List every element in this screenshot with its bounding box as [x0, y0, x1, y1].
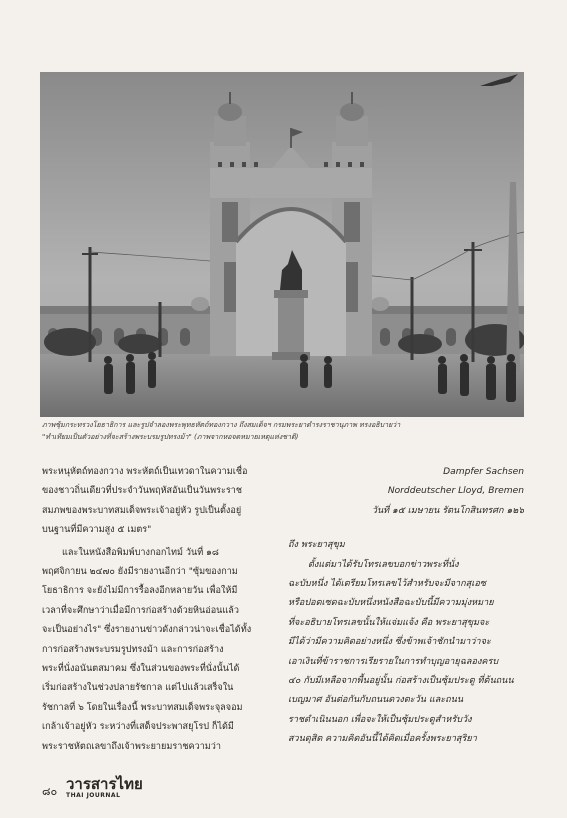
letter-header-ship: Dampfer Sachsen	[443, 467, 524, 477]
journal-logo	[66, 776, 143, 800]
journal-title-thai: วารสารไทย	[66, 775, 143, 793]
body-text-line: เกล้าเจ้าอยู่หัว ระหว่างที่เสด็จประพาสยุโรป ก็ได้มี	[42, 722, 234, 733]
arch-photo-illustration	[40, 72, 524, 417]
body-text-line: ของชาวถิ่นเดียวที่ประจำวันพฤหัสอันเป็นวันพระราช	[42, 486, 243, 497]
letter-text-line: เอาเงินที่ข้าราชการเรียรายในการทำบุญอายุฉลองครบ	[288, 656, 499, 667]
letter-date: วันที่ ๑๕ เมษายน รัตนโกสินทรศก ๑๒๖	[371, 505, 524, 516]
archival-photograph	[40, 72, 524, 417]
body-text-line: และในหนังสือพิมพ์บางกอกไทม์ วันที่ ๑๘	[62, 547, 219, 558]
caption-line-1: ภาพซุ้มกระทรวงโยธาธิการ และรูปจำลองพระพุทธหัตถ์ทองกวาง ถึงสมเด็จฯ กรมพระยาดำรงราชานุภาพ ทรงอธิบายว่า	[42, 420, 401, 429]
body-text-line: สมภพของพระบาทสมเด็จพระเจ้าอยู่หัว รูปเป็นตั้งอยู่	[42, 505, 242, 516]
letter-text-line: ๔๐ กับมีเหลือจากพื้นอยู่นั้น ก่อสร้างเป็นซุ้มประตู ที่ต้นถนน	[288, 676, 514, 687]
body-text-line: พระที่นั่งอนันตสมาคม ซึ่งในส่วนของพระที่นั่งนั้นได้	[42, 664, 240, 675]
body-text-line: การก่อสร้างพระบรมรูปทรงม้า และการก่อสร้าง	[42, 644, 224, 655]
body-text-line: โยธาธิการ จะยังไม่มีการรื้อลงอีกหลายวัน เพื่อให้มี	[42, 586, 238, 597]
letter-text-line: สวนดุสิต ความคิดอันนี้ได้คิดเมื่อครั้งพระยาสุริยา	[288, 734, 477, 745]
letter-text-line: หรือปอตเซดฉะบับหนึ่งหนังสือฉะบับนี้มีความมุ่งหมาย	[288, 598, 494, 609]
body-text-line: จะเป็นอย่างไร" ซึ่งรายงานข่าวดังกล่าวน่าจะเชื่อได้ทั้ง	[42, 625, 252, 636]
letter-text-line: มีได้ว่ามีความคิดอย่างหนึ่ง ซึ่งข้าพเจ้าชักนำมาว่าจะ	[288, 637, 491, 648]
body-text-line: รัชกาลที่ ๖ โดยในเรื่องนี้ พระบาทสมเด็จพระจุลจอม	[42, 702, 243, 713]
body-text-line: พระหนุหัตถ์ทองกวาง พระหัตถ์เป็นเทวดาในความเชื่อ	[42, 467, 248, 477]
photo-caption	[42, 419, 526, 443]
letter-header-line: Norddeutscher Lloyd, Bremen	[387, 486, 524, 497]
right-text-column	[288, 463, 524, 750]
body-text-line: เริ่มก่อสร้างในช่วงปลายรัชกาล แต่ไปแล้วเสร็จใน	[42, 683, 234, 694]
body-text-line: บนฐานที่มีความสูง ๕ เมตร"	[42, 525, 152, 536]
letter-text-line: เบญมาศ อันต่อกันกับถนนดวงตะวัน และถนน	[288, 695, 464, 706]
page-footer	[42, 776, 242, 802]
letter-salutation: ถึง พระยาสุขุม	[288, 540, 345, 551]
page-number: ๘๐	[42, 785, 58, 798]
body-text-line: พระราชหัตถเลขาถึงเจ้าพระยายมราชความว่า	[42, 741, 222, 752]
letter-text-line: ที่จะอธิบายโทรเลขนั้นให้แจ่มแจ้ง คือ พระยาสุขุมจะ	[288, 617, 490, 628]
body-text-line: เวลาที่จะศึกษาว่าเมื่อมีการก่อสร้างด้วยหินอ่อนแล้ว	[42, 605, 239, 616]
left-text-column	[42, 463, 280, 757]
body-text-line: พฤศจิกายน ๒๔๗๐ ยังมีรายงานอีกว่า "ซุ้มของกาม	[42, 567, 238, 578]
caption-line-2: "ทำเทียมเป็นตัวอย่างที่จะสร้างพระบรมรูปทรงม้า" (ภาพจากหอจดหมายเหตุแห่งชาติ)	[42, 432, 299, 441]
letter-text-line: ตั้งแต่มาได้รับโทรเลขบอกข่าวพระที่นั่ง	[308, 559, 459, 570]
letter-text-line: ราชดำเนินนอก เพื่อจะให้เป็นซุ้มประตูสำหรับวัง	[288, 714, 472, 725]
journal-title-english: THAI JOURNAL	[66, 792, 121, 799]
letter-text-line: ฉะบับหนึ่ง ได้เตรียมโทรเลขไว้สำหรับจะมีจากสุเอซ	[288, 579, 486, 590]
